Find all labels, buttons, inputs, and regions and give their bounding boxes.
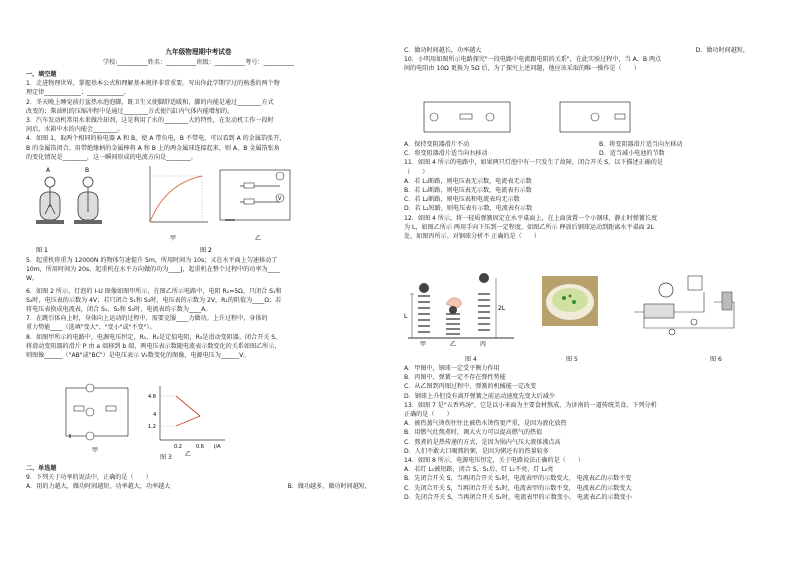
- fig4-caption: 图 4: [465, 356, 477, 363]
- q3-line2: 间后，水箱中水的内能会________。: [26, 126, 124, 134]
- q2-line2: 改变的；柴油机的压缩冲程中是通过________方式使汽缸内气体内能增加的。: [26, 107, 234, 115]
- q2-line1: 2．冬天晚上睡觉前打盆热水泡泡脚，既卫生又使脚舒适暖和，脚的内能是通过________方式: [26, 98, 274, 106]
- uv-graph: [148, 386, 225, 450]
- q6-line3: 将电压表换成电流表，闭合 S₁、S₂和 S₃时，电流表的示数为____A。: [26, 306, 212, 314]
- q12-option-a[interactable]: A．甲图中，钢球一定受平衡力作用: [404, 365, 500, 372]
- svg-text:4.8: 4.8: [148, 394, 156, 400]
- soup-bowl-image: [542, 276, 598, 326]
- q11-line2: （ ）: [404, 168, 429, 176]
- svg-text:V: V: [278, 196, 282, 202]
- fig5-caption: 图 5: [566, 356, 578, 363]
- q12-line2: 为 L，如图乙所示 两用手向下压到一定程度，如图乙所示 释放后钢球运动到距离水平桌面 2L: [404, 223, 654, 231]
- q9-options-ab: [26, 482, 371, 491]
- q10-line1: 10．小明用如图所示电路探究"一段电路中电流跟电阻的关系"，在此实验过程中，当 A、B 两点: [404, 56, 662, 64]
- fig2-label-yi: 乙: [255, 235, 262, 242]
- q10-option-a[interactable]: A．保持变阻器滑片不动: [404, 141, 470, 148]
- q5-line1: 5．起重机将重为 12000N 的物体匀速提升 5m，所用时间为 10s；又在水平面上匀速移动了: [26, 257, 278, 264]
- fig3-caption: 图 3: [160, 454, 172, 461]
- fig1-label-b: B: [85, 167, 90, 174]
- q10-option-d[interactable]: D．适当减小电池的节数: [599, 150, 665, 158]
- fig2-caption: 图 2: [200, 247, 212, 254]
- fig3-label-jia: 甲: [92, 447, 99, 454]
- right-column: [404, 46, 749, 74]
- q12-option-b[interactable]: B．丙图中，弹簧一定不存在弹性势能: [404, 374, 506, 382]
- q10-line2: 间的电阻由 10Ω 更换为 5Ω 后，为了探究上述问题，他应该采取的唯一操作是（ ）: [404, 65, 640, 73]
- q10-circuits: [420, 98, 640, 140]
- q12-option-d[interactable]: D．钢球上升但没有离开弹簧之前运动速度先变大后减少: [404, 392, 555, 400]
- section-fill-blank: 一、填空题: [26, 71, 57, 78]
- q12-line1: 12．如图 4 所示，将一轻质弹簧固定在水平桌面上，在上面放置一个小钢球，静止时弹簧长度: [404, 214, 658, 222]
- svg-text:I/A: I/A: [214, 444, 221, 450]
- right-column-3: [404, 364, 749, 502]
- q12-line3: 处，如图丙所示。对钢球分析不 正确的是（ ）: [404, 233, 540, 241]
- fig4-label-yi: 乙: [450, 341, 457, 348]
- q14-option-c[interactable]: C．先闭合开关 S，当再闭合开关 S₁时，电流表甲的示数不变， 电流表乙的示数变大: [404, 484, 632, 492]
- q3-line1: 3．汽车发动机常用水来做冷却剂，这是利用了水的________大的特性，在发动机工作一段时: [26, 117, 274, 125]
- q9-option-d[interactable]: D．做功时间越短，: [695, 47, 749, 54]
- svg-text:1.2: 1.2: [148, 424, 156, 430]
- q13-line2: 正确的是（ ）: [404, 411, 453, 419]
- q4-line2: B 的金属箔闭合。用带绝缘柄的金属棒将 A 和 B 上的两金属球连接起来，则 A、B 金属箔张角: [26, 144, 280, 152]
- svg-text:0.2: 0.2: [174, 444, 182, 450]
- circuit-fig2: [220, 170, 290, 220]
- q1-line1: 1．走进物理世界，掌握基本公式和理解基本规律非常重要。写出你此学期学过的熟悉的两个物: [26, 80, 280, 88]
- page-title: 九年级物理期中考试卷: [165, 48, 232, 56]
- q11-line1: 11．如图 4 所示的电路中，如果两只灯泡中有一只发生了故障，闭合开关 S，以下描述正确的是: [404, 159, 663, 167]
- fig4-label-bing: 丙: [480, 341, 487, 348]
- q13-option-d[interactable]: D．人们不敢大口喝熬的粥，是因为粥还有的热量较多: [404, 447, 549, 455]
- figure-1-2: [30, 162, 370, 254]
- q11-option-a[interactable]: A．若 L₁断路，则电压表无示数，电流表无示数: [404, 177, 532, 185]
- label-2L: 2L: [498, 305, 506, 312]
- iu-graph: [150, 166, 208, 222]
- section-single-choice: 二、单选题: [26, 465, 57, 472]
- q10-option-b[interactable]: B．将变阻器滑片适当向左移动: [599, 141, 683, 148]
- q8-line3: 则图像______（"AB"或"BC"）是电压表示 V₂数变化的图像，电源电压为______V。: [26, 352, 250, 360]
- left-column: [26, 70, 371, 162]
- q9-option-c[interactable]: C．做功时间越长，功率越大: [404, 47, 482, 54]
- q9-options-cd: [404, 46, 749, 55]
- q13-option-b[interactable]: B．用燃气灶熬煮时，调大火力可以提高燃气的热值: [404, 429, 543, 437]
- electroscope-a: [36, 177, 64, 224]
- fig2-label-jia: 甲: [170, 235, 177, 242]
- q9-option-b[interactable]: B．做功越多，做功时间越短，: [287, 483, 371, 491]
- q13-option-a[interactable]: A．被热蒸气烫伤往往比被热水烫伤更严重，是因为液化放热: [404, 420, 567, 428]
- q9-option-a[interactable]: A．用的力越大，做功时间越短，功率越大，功率越大: [26, 483, 171, 491]
- q13-option-c[interactable]: C．熬煮的是热传递的方式，是因为锅内气压大液体沸点高: [404, 438, 561, 446]
- q6-line2: S₂时，电压表的示数为 4V；若只闭合 S₁和 S₃时，电压表的示数为 2V，R₁的阻值为____Ω；若: [26, 296, 282, 304]
- fig3-label-yi: 乙: [185, 451, 192, 458]
- spring-figure-4: [404, 273, 514, 348]
- q14-option-b[interactable]: B．先闭合开关 S，当再闭合开关 S₁时，电流表甲的示数变大， 电流表乙的示数不变: [404, 475, 632, 483]
- q9-stem: 9．下列关于功率的说法中，正确的是（ ）: [26, 474, 152, 482]
- q6-line1: 6．如图 2 所示，灯泡的 I-U 图像如图甲所示，在图乙所示电路中，电阻 R₂=5Ω，只闭合 S₁和: [26, 287, 282, 295]
- q14-stem: 14．如图 8 所示，电源电压恒定，关于电路说法正确的是（ ）: [404, 457, 585, 465]
- q5-line2: 10m，所用时间为 20s，起重机在水平方向做的功为____J，起重机在整个过程中的功率为____: [26, 266, 280, 274]
- label-L: L: [404, 313, 408, 320]
- q11-option-c[interactable]: C．若 L₂断路，则电压表和电流表均无示数: [404, 196, 520, 204]
- q7-line2: 重力势能____（选填"变大"、"变小"或"不变"）。: [26, 324, 156, 332]
- q4-line3: 的变化情况是________，这一瞬间形成的电流方向是________。: [26, 153, 197, 161]
- q14-option-a[interactable]: A．若灯 L₁被短路，闭合 S、S₁后，灯 L₁不亮，灯 L₂亮: [404, 466, 554, 474]
- q4-line1: 4．如图 1，取两个相同的验电器 A 和 B，使 A 带负电，B 不带电，可以看到 A 的金属箔张开，: [26, 135, 286, 143]
- circuit-fig3: [66, 384, 128, 440]
- q11-option-b[interactable]: B．若 L₁断路，则电压表无示数，电流表有示数: [404, 187, 532, 195]
- q10-option-c[interactable]: C．将变阻器滑片适当向右移动: [404, 150, 488, 158]
- fig6-caption: 图 6: [710, 356, 722, 363]
- left-column-lower: [26, 256, 371, 360]
- q8-line2: 将滑动变阻器的滑片 P 由 a 端移到 b 端，两电压表示数随电流表示数变化的关系如图乙所示，: [26, 342, 281, 350]
- q10-circuit-left: [424, 102, 510, 132]
- circuit-figure-6: [634, 276, 734, 335]
- q10-circuit-right: [560, 102, 630, 132]
- q7-line1: 7．在跳引体向上时，身体向上运动的过程中，需要克服____力做功。上升过程中，身体的: [26, 315, 268, 323]
- svg-text:4: 4: [153, 412, 157, 418]
- q11-option-d[interactable]: D．若 L₂短路，则电压表有示数，电流表有示数: [404, 205, 533, 213]
- student-info-line: 学校:__________姓名：__________班级：__________考号：__________: [103, 59, 294, 66]
- q8-line1: 8．如图甲所示的电路中，电源电压恒定，R₁、R₂是定值电阻，R₃是滑动变阻器。闭合开关 S，: [26, 333, 282, 341]
- q13-line1: 13．如图 7 是"五香鸡汤"，它是以小米面为主要食材熬成，为济南的一道传统美食。下列分析: [404, 401, 657, 409]
- fig4-label-jia: 甲: [420, 341, 427, 348]
- figure-3: [60, 382, 240, 458]
- svg-text:0.6: 0.6: [196, 444, 204, 450]
- figures-4-5-6: [404, 272, 749, 354]
- q1-line2: 理定律____________；____________。: [26, 89, 130, 97]
- fig1-caption: 图 1: [36, 247, 48, 254]
- fig1-label-a: A: [46, 167, 51, 174]
- left-column-bottom: [26, 464, 371, 492]
- q5-line3: W。: [26, 275, 39, 283]
- right-column-2: [404, 140, 749, 241]
- electroscope-b: [74, 177, 102, 224]
- q12-option-c[interactable]: C．从乙图到丙图过程中，弹簧的机械能一定改变: [404, 383, 537, 391]
- q14-option-d[interactable]: D．先闭合开关 S，当再闭合开关 S₁时，电流表甲的示数变小， 电流表乙的示数变小: [404, 493, 632, 501]
